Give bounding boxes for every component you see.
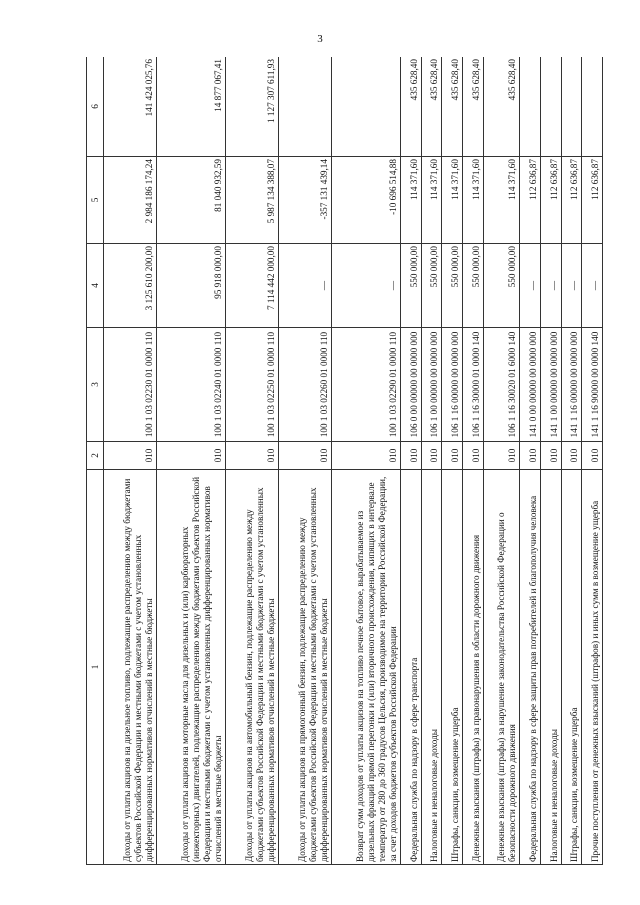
table-row [156,57,225,865]
row-plan-amount: 550 000,00 [401,244,422,328]
table-header-row [87,57,104,865]
row-admin-code: 010 [520,442,541,470]
header-col-3: 3 [87,328,104,442]
table-row [226,57,279,865]
row-plan-amount: — [332,244,401,328]
rotated-table-wrapper [86,57,603,865]
table-row [483,57,520,865]
row-budget-code: 141 0 00 00000 00 0000 000 [520,328,541,442]
page-number: 3 [317,33,323,45]
row-plan-amount: 550 000,00 [483,244,520,328]
row-description: Федеральная служба по надзору в сфере защиты прав потребителей и благополучия человека [520,470,541,865]
table-row [520,57,541,865]
row-plan-amount: — [279,244,332,328]
row-remaining-amount: 141 424 025,76 [104,57,157,157]
row-admin-code: 010 [226,442,279,470]
row-budget-code: 141 1 00 00000 00 0000 000 [541,328,562,442]
table-row [442,57,463,865]
row-remaining-amount: 14 877 067,41 [156,57,225,157]
row-fact-amount: 114 371,60 [401,157,422,244]
row-admin-code: 010 [279,442,332,470]
header-col-1: 1 [87,470,104,865]
row-fact-amount: 81 040 932,59 [156,157,225,244]
row-admin-code: 010 [104,442,157,470]
row-plan-amount: 7 114 442 000,00 [226,244,279,328]
row-fact-amount: 112 636,87 [561,157,582,244]
row-plan-amount: 3 125 610 200,00 [104,244,157,328]
table-row [421,57,442,865]
row-admin-code: 010 [156,442,225,470]
row-description: Штрафы, санкции, возмещение ущерба [442,470,463,865]
row-plan-amount: — [561,244,582,328]
row-admin-code: 010 [582,442,603,470]
row-budget-code: 141 1 16 00000 00 0000 000 [561,328,582,442]
table-row [582,57,603,865]
header-col-5: 5 [87,157,104,244]
row-fact-amount: -10 696 514,88 [332,157,401,244]
row-description: Федеральная служба по надзору в сфере транспорта [401,470,422,865]
row-description: Доходы от уплаты акцизов на автомобильный бензин, подлежащие распределению между бюджетами субъектов Российской Федерации и местными бюджетами с учетом установленных дифференцированных нормативов отчислений в местные бюджеты [226,470,279,865]
table-row [279,57,332,865]
header-col-4: 4 [87,244,104,328]
row-fact-amount: -357 131 439,14 [279,157,332,244]
row-remaining-amount [520,57,541,157]
row-budget-code: 106 1 00 00000 00 0000 000 [421,328,442,442]
row-fact-amount: 114 371,60 [442,157,463,244]
table-row [401,57,422,865]
header-col-6: 6 [87,57,104,157]
row-budget-code: 106 1 16 00000 00 0000 000 [442,328,463,442]
row-fact-amount: 2 984 186 174,24 [104,157,157,244]
row-admin-code: 010 [332,442,401,470]
row-plan-amount: 95 918 000,00 [156,244,225,328]
row-remaining-amount [541,57,562,157]
row-remaining-amount [582,57,603,157]
row-admin-code: 010 [483,442,520,470]
row-remaining-amount: 435 628,40 [483,57,520,157]
row-budget-code: 100 1 03 02250 01 0000 110 [226,328,279,442]
row-plan-amount: — [541,244,562,328]
budget-table [86,57,603,865]
row-remaining-amount: 435 628,40 [442,57,463,157]
row-remaining-amount: 1 127 307 611,93 [226,57,279,157]
row-fact-amount: 5 987 134 388,07 [226,157,279,244]
row-remaining-amount: 435 628,40 [421,57,442,157]
row-admin-code: 010 [442,442,463,470]
row-admin-code: 010 [561,442,582,470]
row-fact-amount: 114 371,60 [421,157,442,244]
row-admin-code: 010 [463,442,484,470]
row-budget-code: 141 1 16 90000 00 0000 140 [582,328,603,442]
table-row [561,57,582,865]
row-remaining-amount [561,57,582,157]
row-plan-amount: — [582,244,603,328]
row-remaining-amount [279,57,332,157]
row-admin-code: 010 [401,442,422,470]
header-col-2: 2 [87,442,104,470]
table-frame [86,57,603,865]
row-budget-code: 106 1 16 30020 01 6000 140 [483,328,520,442]
row-fact-amount: 114 371,60 [483,157,520,244]
row-description: Доходы от уплаты акцизов на моторные масла для дизельных и (или) карбюраторных (инжекторных) двигателей, подлежащие распределению между бюджетами субъектов Российской Федерации и местными бюджетами с учетом установленных дифференцированных нормативов отчислений в местные бюджеты [156,470,225,865]
table-row [463,57,484,865]
row-description: Возврат сумм доходов от уплаты акцизов на топливо печное бытовое, вырабатываемое из дизельных фракций прямой перегонки и (или) вторичного происхождения, кипящих в интервале температур от 280 до 360 градусов Цельсия, производимое на территории Российской Федерации, за счет доходов бюджетов субъектов Российской Федерации [332,470,401,865]
row-fact-amount: 112 636,87 [582,157,603,244]
row-budget-code: 100 1 03 02260 01 0000 110 [279,328,332,442]
row-budget-code: 106 0 00 00000 00 0000 000 [401,328,422,442]
row-description: Доходы от уплаты акцизов на прямогонный бензин, подлежащие распределению между бюджетами субъектов Российской Федерации и местными бюджетами с учетом установленных дифференцированных нормативов отчислений в местные бюджеты [279,470,332,865]
table-row [104,57,157,865]
row-plan-amount: — [520,244,541,328]
row-admin-code: 010 [541,442,562,470]
row-budget-code: 100 1 03 02240 01 0000 110 [156,328,225,442]
row-remaining-amount [332,57,401,157]
row-admin-code: 010 [421,442,442,470]
row-description: Налоговые и неналоговые доходы [541,470,562,865]
row-plan-amount: 550 000,00 [463,244,484,328]
row-remaining-amount: 435 628,40 [463,57,484,157]
row-description: Прочие поступления от денежных взысканий (штрафов) и иных сумм в возмещение ущерба [582,470,603,865]
row-plan-amount: 550 000,00 [421,244,442,328]
row-plan-amount: 550 000,00 [442,244,463,328]
table-row [541,57,562,865]
row-budget-code: 106 1 16 30000 01 0000 140 [463,328,484,442]
row-budget-code: 100 1 03 02290 01 0000 110 [332,328,401,442]
table-row [332,57,401,865]
row-description: Налоговые и неналоговые доходы [421,470,442,865]
row-budget-code: 100 1 03 02230 01 0000 110 [104,328,157,442]
row-description: Денежные взыскания (штрафы) за правонарушения в области дорожного движения [463,470,484,865]
row-description: Денежные взыскания (штрафы) за нарушение законодательства Российской Федерации о безопасности дорожного движения [483,470,520,865]
row-fact-amount: 112 636,87 [520,157,541,244]
row-fact-amount: 112 636,87 [541,157,562,244]
row-description: Штрафы, санкции, возмещение ущерба [561,470,582,865]
row-description: Доходы от уплаты акцизов на дизельное топливо, подлежащие распределению между бюджетами субъектов Российской Федерации и местными бюджетами с учетом установленных дифференцированных нормативов отчислений в местные бюджеты [104,470,157,865]
row-fact-amount: 114 371,60 [463,157,484,244]
row-remaining-amount: 435 628,40 [401,57,422,157]
